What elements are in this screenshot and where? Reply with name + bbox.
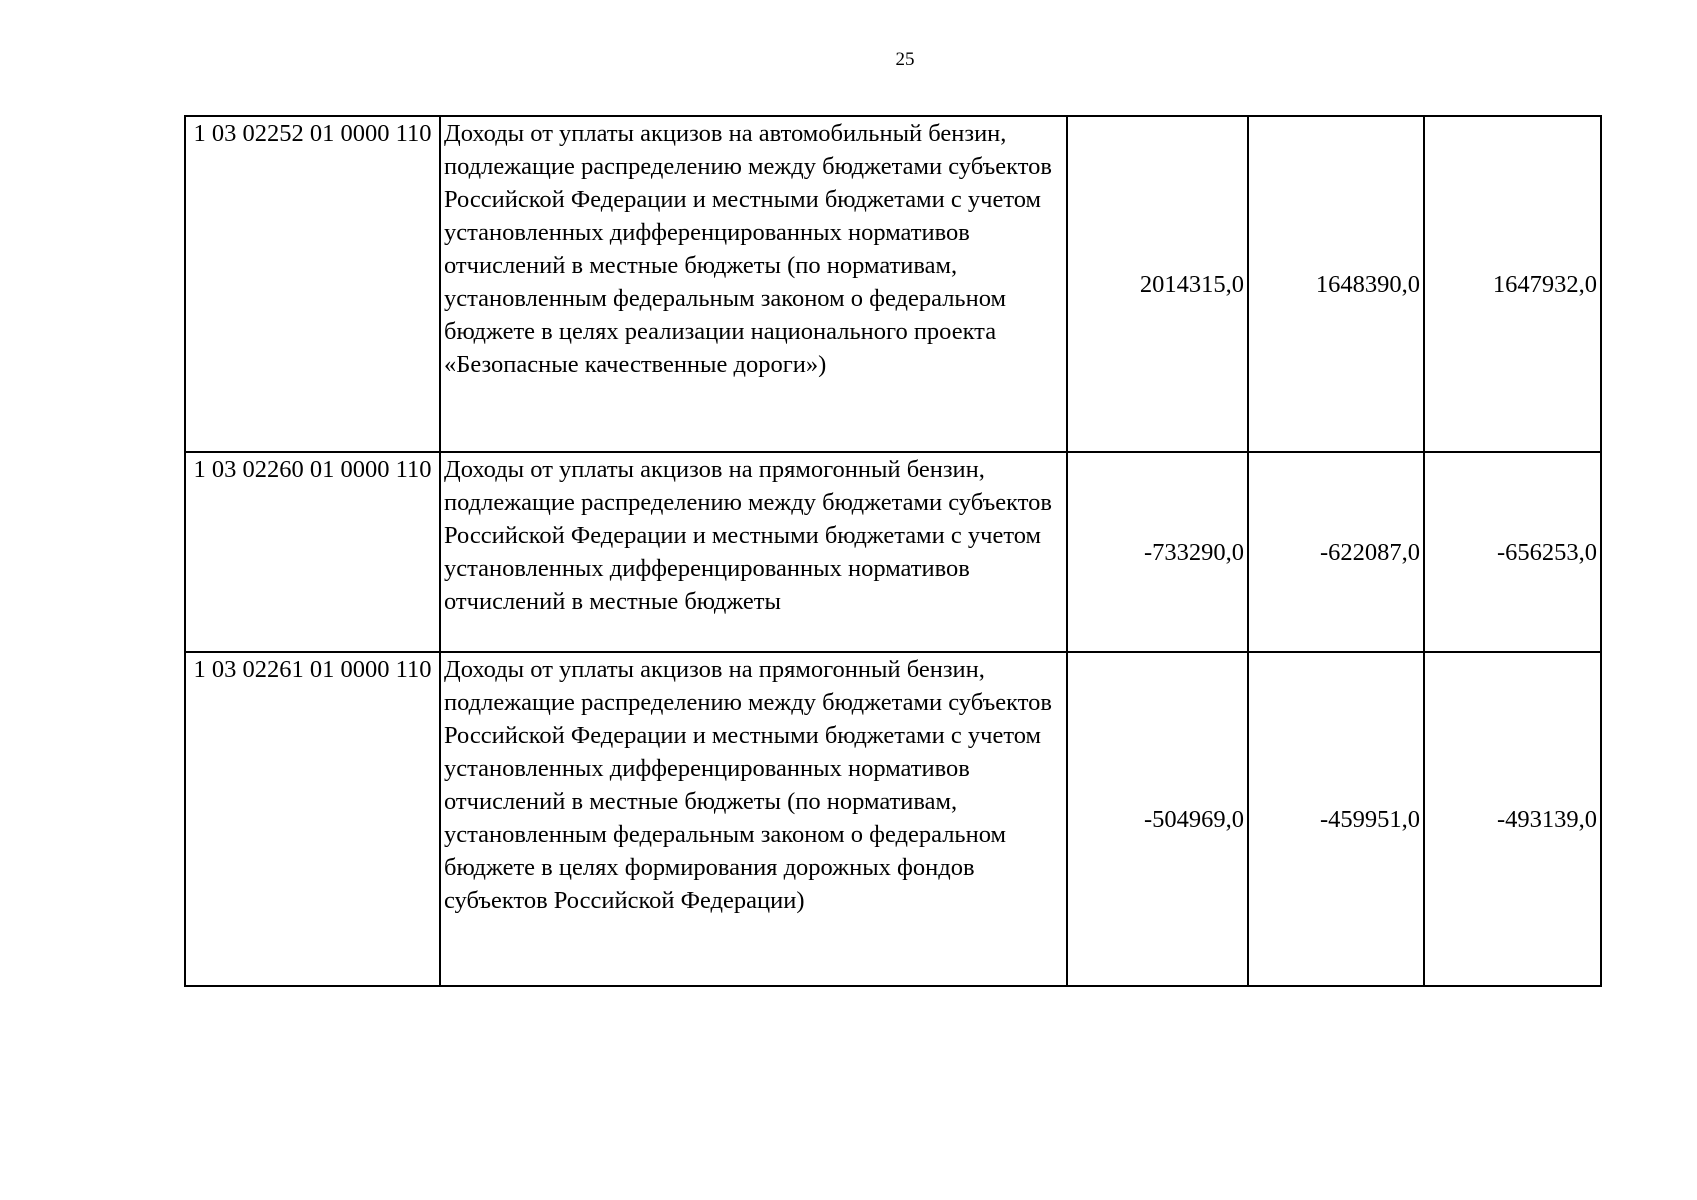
- amount-year-2-cell: -459951,0: [1248, 652, 1424, 986]
- amount-year-1-cell: 2014315,0: [1067, 116, 1248, 452]
- budget-revenue-table: [184, 115, 1602, 987]
- revenue-description-cell: Доходы от уплаты акцизов на автомобильный бензин, подлежащие распределению между бюджетами субъектов Российской Федерации и местными бюджетами с учетом установленных дифференцированных нормативов отчислений в местные бюджеты (по нормативам, установленным федеральным законом о федеральном бюджете в целях реализации национального проекта «Безопасные качественные дороги»): [440, 116, 1067, 452]
- page-number: 25: [895, 49, 915, 70]
- budget-code-cell: 1 03 02260 01 0000 110: [185, 452, 440, 652]
- table-row: [185, 652, 1601, 986]
- amount-year-2-cell: 1648390,0: [1248, 116, 1424, 452]
- amount-year-1-cell: -733290,0: [1067, 452, 1248, 652]
- amount-year-3-cell: -493139,0: [1424, 652, 1601, 986]
- revenue-description-cell: Доходы от уплаты акцизов на прямогонный бензин, подлежащие распределению между бюджетами субъектов Российской Федерации и местными бюджетами с учетом установленных дифференцированных нормативов отчислений в местные бюджеты: [440, 452, 1067, 652]
- table-row: [185, 116, 1601, 452]
- revenue-description-cell: Доходы от уплаты акцизов на прямогонный бензин, подлежащие распределению между бюджетами субъектов Российской Федерации и местными бюджетами с учетом установленных дифференцированных нормативов отчислений в местные бюджеты (по нормативам, установленным федеральным законом о федеральном бюджете в целях формирования дорожных фондов субъектов Российской Федерации): [440, 652, 1067, 986]
- budget-code-cell: 1 03 02252 01 0000 110: [185, 116, 440, 452]
- amount-year-3-cell: 1647932,0: [1424, 116, 1601, 452]
- amount-year-1-cell: -504969,0: [1067, 652, 1248, 986]
- amount-year-2-cell: -622087,0: [1248, 452, 1424, 652]
- amount-year-3-cell: -656253,0: [1424, 452, 1601, 652]
- budget-code-cell: 1 03 02261 01 0000 110: [185, 652, 440, 986]
- table-row: [185, 452, 1601, 652]
